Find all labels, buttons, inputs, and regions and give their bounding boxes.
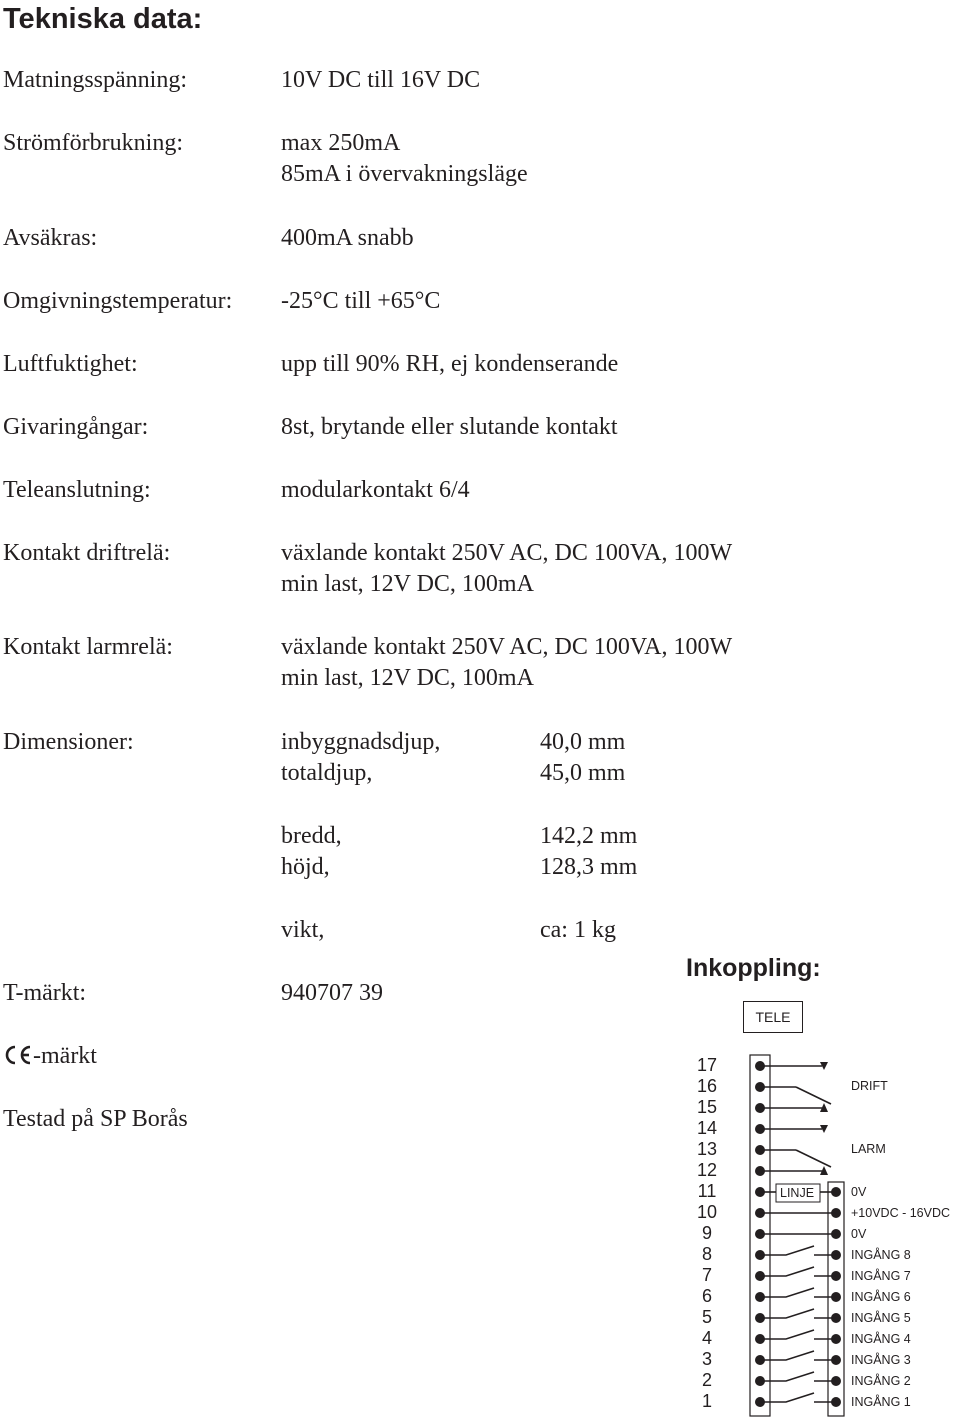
t-mark-label: T-märkt: [3, 980, 87, 1006]
dimension-value: 128,3 mm [540, 854, 638, 880]
terminal-label: +10VDC - 16VDC [851, 1206, 950, 1220]
spec-label-sensor-inputs: Givaringångar: [3, 414, 149, 440]
terminal-dot [755, 1061, 765, 1071]
terminal-number: 5 [701, 1307, 712, 1327]
terminal-number: 8 [701, 1244, 712, 1264]
terminal-number: 4 [701, 1328, 712, 1348]
tested-at: Testad på SP Borås [3, 1106, 188, 1132]
spec-label-power-consumption: Strömförbrukning: [3, 130, 183, 156]
linje-label: LINJE [780, 1186, 815, 1200]
terminal-number: 10 [696, 1202, 718, 1222]
dimension-name: bredd, [281, 823, 342, 849]
drift-relay-symbol [760, 1062, 831, 1112]
terminal-number: 17 [696, 1055, 718, 1075]
spec-value-ambient-temperature: -25°C till +65°C [281, 288, 441, 314]
terminal-label: INGÅNG 7 [851, 1269, 911, 1283]
spec-label-operation-relay: Kontakt driftrelä: [3, 540, 171, 566]
spec-value-phone-connection: modularkontakt 6/4 [281, 477, 470, 503]
spec-label-alarm-relay: Kontakt larmrelä: [3, 634, 173, 660]
spec-label-ambient-temperature: Omgivningstemperatur: [3, 288, 233, 314]
terminal-label: INGÅNG 1 [851, 1395, 911, 1409]
terminal-dot [755, 1124, 765, 1134]
spec-value-operation-relay-minload: min last, 12V DC, 100mA [281, 571, 534, 597]
ce-mark-text: -märkt [33, 1043, 97, 1069]
terminal-label: 0V [851, 1185, 867, 1199]
spec-value-supply-voltage: 10V DC till 16V DC [281, 67, 481, 93]
dimensions-label: Dimensioner: [3, 729, 134, 755]
dimension-value: ca: 1 kg [540, 917, 616, 943]
terminal-number: 11 [697, 1181, 717, 1201]
input-switch-wire [760, 1267, 814, 1276]
terminal-number: 2 [701, 1370, 712, 1390]
spec-value-humidity: upp till 90% RH, ej kondenserande [281, 351, 619, 377]
drift-label: DRIFT [851, 1079, 888, 1093]
input-switch-wire [760, 1393, 814, 1402]
t-mark-value: 940707 39 [281, 980, 383, 1006]
terminal-label: INGÅNG 2 [851, 1374, 911, 1388]
terminal-label: INGÅNG 3 [851, 1353, 911, 1367]
dimension-value: 45,0 mm [540, 760, 626, 786]
wiring-diagram-title: Inkoppling: [686, 954, 821, 982]
terminal-number: 6 [701, 1286, 712, 1306]
input-switch-wire [760, 1351, 814, 1360]
spec-value-alarm-relay-minload: min last, 12V DC, 100mA [281, 665, 534, 691]
terminal-label: INGÅNG 6 [851, 1290, 911, 1304]
dimension-value: 142,2 mm [540, 823, 638, 849]
larm-label: LARM [851, 1142, 886, 1156]
terminal-number: 15 [696, 1097, 718, 1117]
terminal-dot [755, 1166, 765, 1176]
spec-value-fuse: 400mA snabb [281, 225, 414, 251]
terminal-number: 16 [696, 1076, 718, 1096]
input-switch-wire [760, 1330, 814, 1339]
spec-label-supply-voltage: Matningsspänning: [3, 67, 187, 93]
spec-label-phone-connection: Teleanslutning: [3, 477, 151, 503]
terminal-number: 1 [701, 1391, 712, 1411]
dimension-name: inbyggnadsdjup, [281, 729, 441, 755]
input-switch-wire [760, 1309, 814, 1318]
input-switch-wire [760, 1246, 814, 1255]
terminal-number: 13 [696, 1139, 718, 1159]
dimension-name: vikt, [281, 917, 325, 943]
spec-value-sensor-inputs: 8st, brytande eller slutande kontakt [281, 414, 618, 440]
input-switch-wire [760, 1372, 814, 1381]
spec-value-power-consumption-standby: 85mA i övervakningsläge [281, 161, 528, 187]
terminal-dot [755, 1145, 765, 1155]
terminal-number: 12 [696, 1160, 718, 1180]
spec-value-operation-relay-rating: växlande kontakt 250V AC, DC 100VA, 100W [281, 540, 733, 566]
terminal-label: INGÅNG 4 [851, 1332, 911, 1346]
larm-relay-symbol [760, 1125, 831, 1175]
input-switch-wire [760, 1288, 814, 1297]
dimension-name: höjd, [281, 854, 330, 880]
terminal-number: 3 [701, 1349, 712, 1369]
spec-label-humidity: Luftfuktighet: [3, 351, 138, 377]
spec-value-power-consumption-max: max 250mA [281, 130, 401, 156]
tele-connector-box: TELE [743, 1001, 803, 1033]
spec-label-fuse: Avsäkras: [3, 225, 98, 251]
terminal-dot [755, 1103, 765, 1113]
dimension-name: totaldjup, [281, 760, 373, 786]
spec-value-alarm-relay-rating: växlande kontakt 250V AC, DC 100VA, 100W [281, 634, 733, 660]
terminal-dot [755, 1082, 765, 1092]
terminal-number: 9 [701, 1223, 712, 1243]
dimension-value: 40,0 mm [540, 729, 626, 755]
terminal-label: INGÅNG 8 [851, 1248, 911, 1262]
terminal-number: 14 [696, 1118, 718, 1138]
terminal-label: INGÅNG 5 [851, 1311, 911, 1325]
page-title: Tekniska data: [3, 3, 203, 35]
terminal-label: 0V [851, 1227, 867, 1241]
terminal-number: 7 [701, 1265, 712, 1285]
